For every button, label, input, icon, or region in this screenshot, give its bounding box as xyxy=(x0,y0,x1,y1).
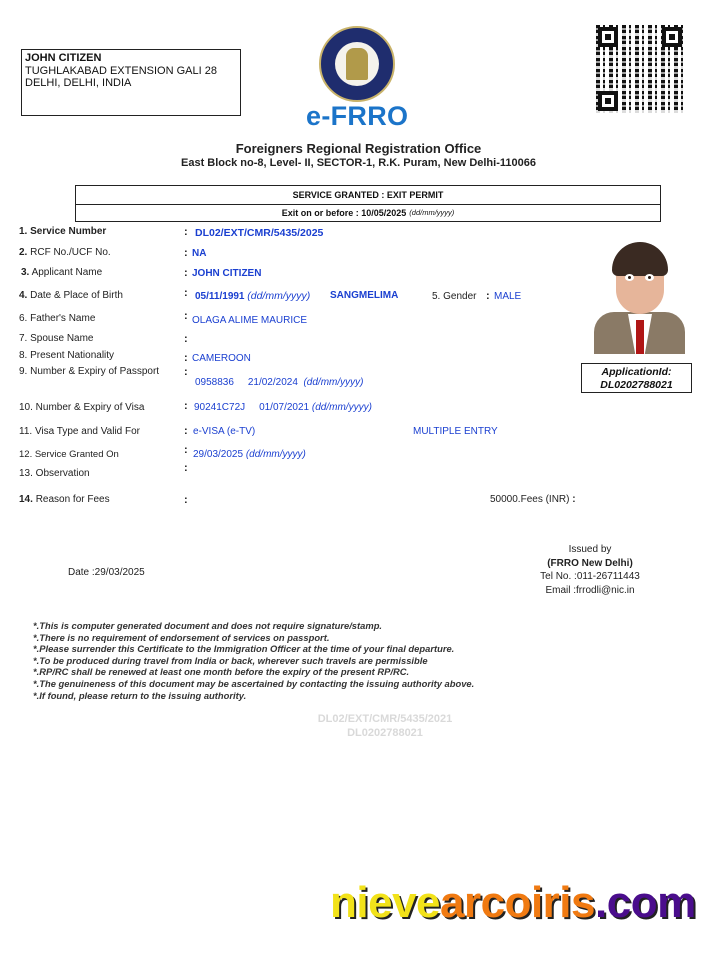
service-granted-text: SERVICE GRANTED : EXIT PERMIT xyxy=(292,189,444,200)
rcf-ucf-value: NA xyxy=(192,248,207,259)
colon: : xyxy=(486,290,490,302)
issued-by-label: Issued by xyxy=(568,544,612,555)
father-name-label: 6. Father's Name xyxy=(19,313,96,324)
office-title: Foreigners Regional Registration Office xyxy=(235,141,482,156)
colon: : xyxy=(184,444,188,456)
birth-date-value: 05/11/1991 (dd/mm/yyyy) xyxy=(195,290,311,302)
exit-date-format-hint: (dd/mm/yyyy) xyxy=(409,208,455,218)
bureau-of-immigration-emblem-icon xyxy=(319,26,395,102)
office-address: East Block no-8, Level- II, SECTOR-1, R.K. Puram, New Delhi-110066 xyxy=(181,157,536,169)
note-item: *.RP/RC shall be renewed at least one month before the expiry of the present RP/RC. xyxy=(33,666,410,678)
watermark-service-number: DL02/EXT/CMR/5435/2021 xyxy=(317,713,453,725)
issued-by-block xyxy=(530,543,650,597)
note-item: *.The genuineness of this document may be ascertained by contacting the issuing authority above. xyxy=(33,677,475,689)
colon: : xyxy=(184,400,188,412)
service-granted-row xyxy=(76,186,660,204)
birth-label: 4. Date & Place of Birth xyxy=(19,290,123,301)
rcf-ucf-label: 2. RCF No./UCF No. xyxy=(19,247,111,258)
service-granted-on-label: 12. Service Granted On xyxy=(19,449,119,460)
qr-code-icon xyxy=(596,25,684,113)
colon: : xyxy=(184,425,188,437)
birth-place-value: SANGMELIMA xyxy=(330,290,399,301)
visa-type-value: e-VISA (e-TV) xyxy=(193,426,256,437)
colon: : xyxy=(184,366,188,378)
site-watermark-logo: nievearcoiris.com xyxy=(330,878,696,927)
note-item: *.There is no requirement of endorsement of services on passport. xyxy=(33,631,330,643)
issuing-email: Email :frrodli@nic.in xyxy=(545,584,635,596)
applicant-name-value: JOHN CITIZEN xyxy=(192,268,262,279)
colon: : xyxy=(184,352,188,364)
passport-value: 0958836 21/02/2024 (dd/mm/yyyy) xyxy=(195,377,364,388)
address-line-1: TUGHLAKABAD EXTENSION GALI 28 xyxy=(25,64,217,77)
colon: : xyxy=(184,462,188,474)
note-item: *.This is computer generated document and does not require signature/stamp. xyxy=(33,620,383,631)
application-id-label: ApplicationId: xyxy=(601,366,672,378)
service-number-label: 1. Service Number xyxy=(19,226,107,237)
service-granted-box xyxy=(75,185,661,222)
application-id-value: DL0202788021 xyxy=(600,378,673,391)
service-number-value: DL02/EXT/CMR/5435/2025 xyxy=(195,227,324,239)
colon: : xyxy=(184,494,188,506)
colon: : xyxy=(184,287,188,299)
note-item: *.If found, please return to the issuing authority. xyxy=(33,689,247,701)
nationality-label: 8. Present Nationality xyxy=(19,350,115,361)
reason-for-fees-label: 14. Reason for Fees xyxy=(19,494,110,505)
note-item: *.Please surrender this Certificate to the Immigration Officer at the time of your final departure. xyxy=(33,643,455,655)
issuing-office: (FRRO New Delhi) xyxy=(547,557,633,569)
spouse-name-label: 7. Spouse Name xyxy=(19,333,94,344)
applicant-address-box xyxy=(21,49,241,116)
address-name: JOHN CITIZEN xyxy=(25,52,102,64)
visa-type-label: 11. Visa Type and Valid For xyxy=(19,426,141,437)
observation-label: 13. Observation xyxy=(19,468,90,479)
colon: : xyxy=(184,226,188,238)
address-line-2: DELHI, DELHI, INDIA xyxy=(25,77,132,89)
service-granted-on-value: 29/03/2025 (dd/mm/yyyy) xyxy=(193,449,306,460)
fees-amount: 50000.Fees (INR) : xyxy=(490,494,576,505)
colon: : xyxy=(184,267,188,279)
applicant-photo xyxy=(592,242,687,354)
visa-valid-for-value: MULTIPLE ENTRY xyxy=(413,426,498,437)
watermark-application-id: DL0202788021 xyxy=(347,727,423,739)
gender-label: 5. Gender xyxy=(432,291,477,302)
father-name-value: OLAGA ALIME MAURICE xyxy=(192,315,308,326)
visa-value: 90241C72J 01/07/2021 (dd/mm/yyyy) xyxy=(194,402,372,413)
efrro-logo-text: e-FRRO xyxy=(306,101,409,131)
application-id-box xyxy=(581,363,692,393)
exit-date-text: Exit on or before : 10/05/2025 xyxy=(281,207,407,218)
issuing-tel: Tel No. :011-26711443 xyxy=(540,571,640,582)
exit-date-row xyxy=(76,204,660,222)
visa-label: 10. Number & Expiry of Visa xyxy=(19,402,145,413)
document-watermark xyxy=(0,712,717,740)
applicant-name-label: 3. Applicant Name xyxy=(21,267,103,278)
gender-value: MALE xyxy=(494,291,522,302)
colon: : xyxy=(184,310,188,322)
issue-date: Date :29/03/2025 xyxy=(68,567,145,578)
notes-list xyxy=(33,620,474,701)
note-item: *.To be produced during travel from India or back, wherever such travels are permissible xyxy=(33,654,428,666)
colon: : xyxy=(184,247,188,259)
colon: : xyxy=(184,333,188,345)
passport-label: 9. Number & Expiry of Passport xyxy=(19,366,160,377)
nationality-value: CAMEROON xyxy=(192,353,251,364)
